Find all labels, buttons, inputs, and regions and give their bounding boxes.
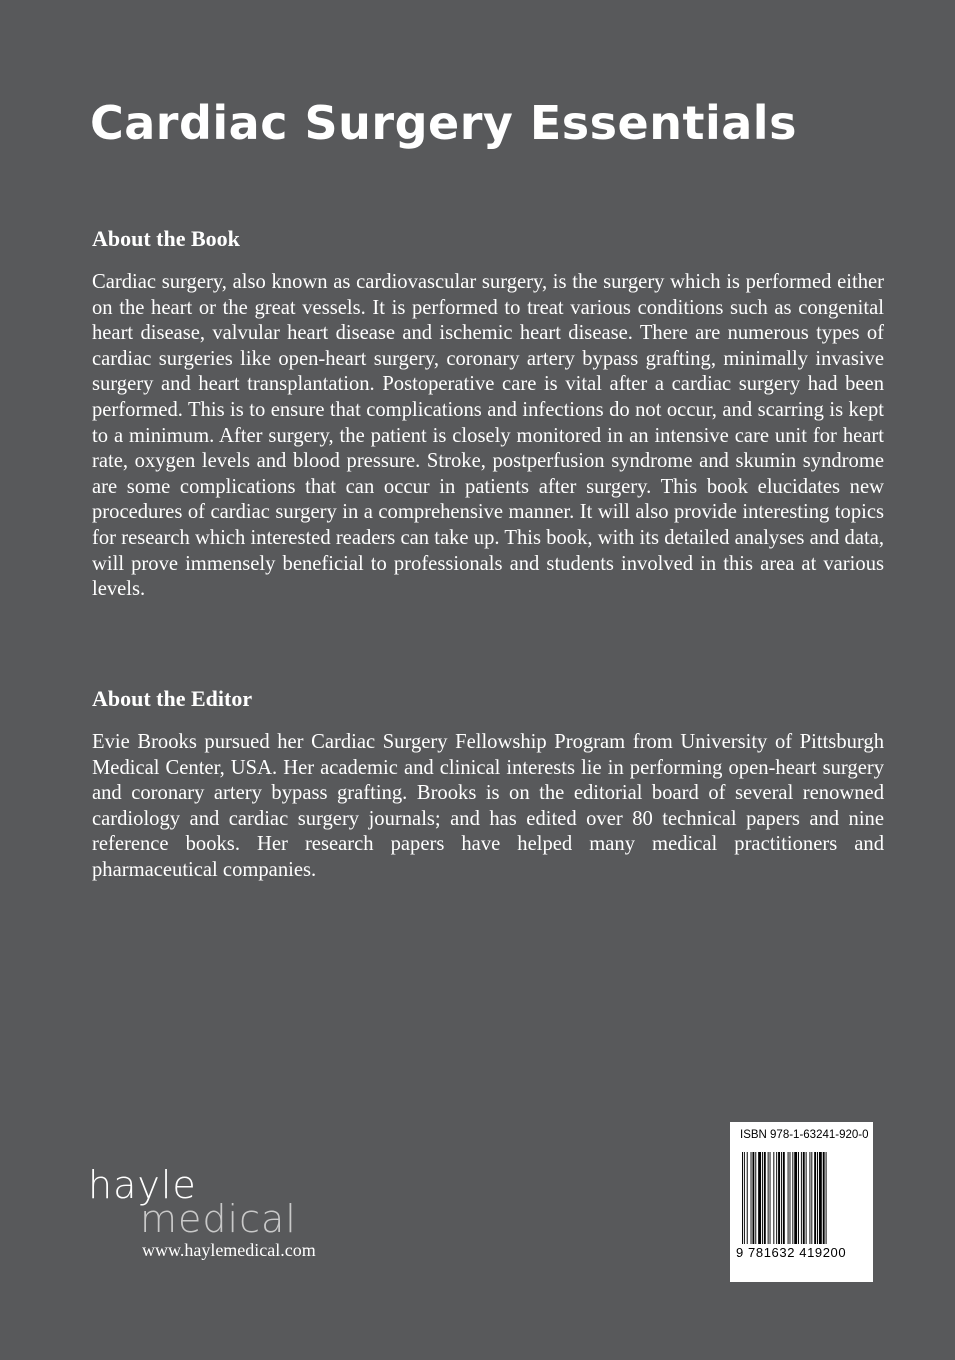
barcode-digits: 9 781632 419200 [736, 1245, 847, 1260]
barcode-bar [794, 1152, 797, 1244]
barcode-bar [783, 1152, 785, 1244]
barcode-bar [817, 1152, 818, 1244]
barcode-bar [823, 1152, 825, 1244]
about-book-text: Cardiac surgery, also known as cardiovascular surgery, is the surgery which is performed either on the heart or the great vessels. It is performed to treat various conditions such as congenital heart disease, valvular heart disease and ischemic heart disease. There are numerous types of cardiac surgeries like open-heart surgery, coronary artery bypass grafting, minimally invasive surgery and heart transplantation. Postoperative care is vital after a cardiac surgery had been performed. This is to ensure that complications and infections do not occur, and scarring is kept to a minimum. After surgery, the patient is closely monitored in an intensive care unit for heart rate, oxygen levels and blood pressure. Stroke, postperfusion syndrome and skumin syndrome are some complications that can occur in patients after surgery. This book elucidates new procedures of cardiac surgery in a comprehensive manner. It will also provide interesting topics for research which interested readers can take up. This book, with its detailed analyses and data, will prove immensely beneficial to professionals and students involved in this area at various levels. [92, 271, 884, 601]
barcode-bar [788, 1152, 789, 1244]
about-book-heading: About the Book [92, 226, 240, 251]
publisher-website: www.haylemedical.com [142, 1240, 316, 1260]
isbn-label: ISBN 978-1-63241-920-0 [740, 1129, 869, 1141]
barcode-bar [801, 1152, 802, 1244]
barcode-bar [762, 1152, 763, 1244]
barcode-bar [819, 1152, 822, 1244]
barcode-bar [792, 1152, 793, 1244]
barcode-bar [809, 1152, 810, 1244]
barcode-bar [778, 1152, 780, 1244]
barcode-bar [814, 1152, 816, 1244]
logo-word-hayle: hayle [88, 1163, 197, 1207]
barcode-bar [758, 1152, 761, 1244]
logo-word-medical: medical [140, 1197, 297, 1241]
barcode-bar [806, 1152, 807, 1244]
barcode-bar [803, 1152, 805, 1244]
barcode-bar [781, 1152, 782, 1244]
barcode-bar [744, 1152, 745, 1244]
barcode-bar [776, 1152, 777, 1244]
about-editor-heading: About the Editor [92, 686, 253, 711]
barcode-bar [773, 1152, 774, 1244]
barcode-bar [826, 1152, 827, 1244]
barcode-bar [755, 1152, 756, 1244]
barcode-bar [768, 1152, 769, 1244]
barcode-bar [751, 1152, 752, 1244]
barcode-bar [798, 1152, 799, 1244]
barcode-bar [811, 1152, 812, 1244]
publisher-logo [88, 1163, 297, 1241]
isbn-barcode-box [730, 1122, 873, 1282]
book-title: Cardiac Surgery Essentials [90, 96, 797, 150]
about-editor-text: Evie Brooks pursued her Cardiac Surgery Fellowship Program from University of Pittsburgh Medical Center, USA. Her academic and clinical interests lie in performing open-heart surgery and coronary artery bypass grafting. Brooks is on the editorial board of several renowned cardiology and cardiac surgery journals; and has edited over 80 technical papers and nine reference books. Her research papers have helped many medical practitioners and pharmaceutical companies. [92, 731, 884, 881]
barcode-bar [752, 1152, 754, 1244]
barcode-bar [790, 1152, 791, 1244]
barcode-bar [747, 1152, 748, 1244]
barcode-icon [742, 1152, 861, 1244]
barcode-bar [742, 1152, 743, 1244]
barcode-bar [764, 1152, 766, 1244]
barcode-bar [770, 1152, 771, 1244]
